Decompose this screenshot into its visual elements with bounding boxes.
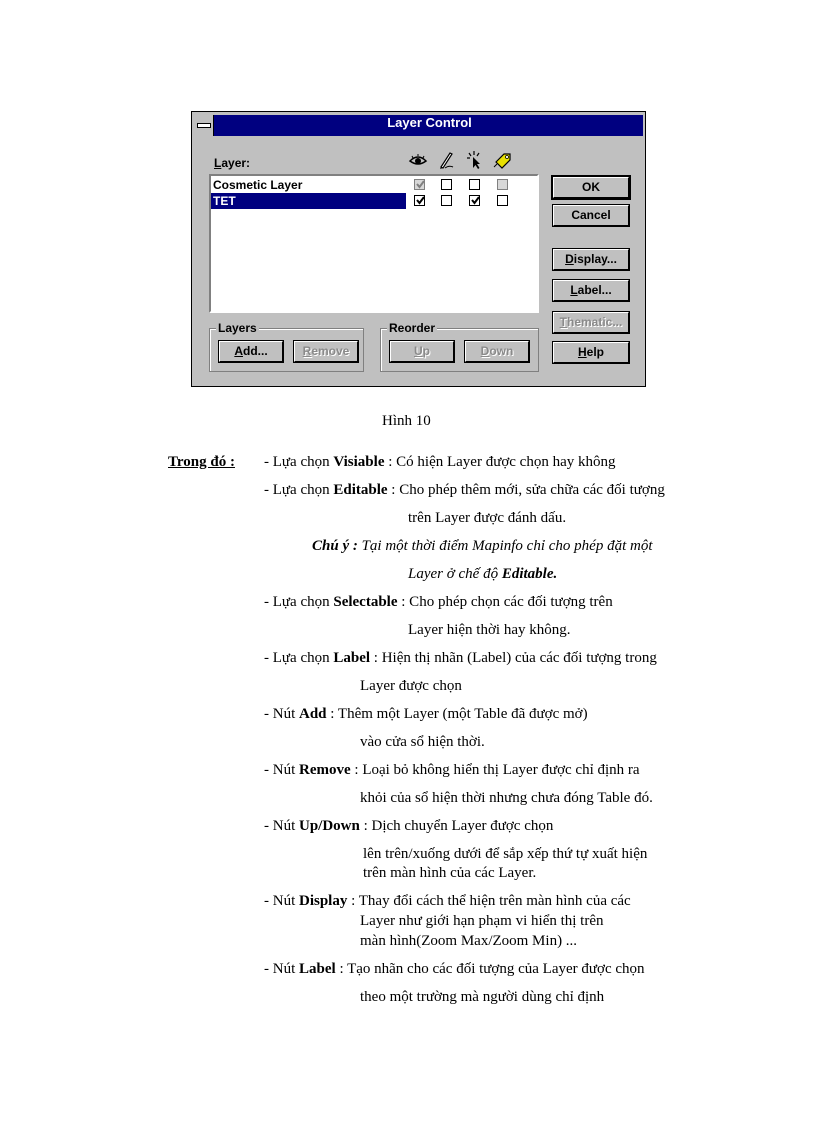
item-selectable: - Lựa chọn Selectable : Cho phép chọn các đối tượng trên: [264, 594, 613, 610]
layer-listbox[interactable]: [209, 174, 539, 313]
remove-button[interactable]: Remove: [293, 340, 359, 363]
label-tag-icon: [492, 150, 512, 170]
item-remove: - Nút Remove : Loại bỏ không hiển thị Layer được chỉ định ra: [264, 762, 640, 778]
reorder-group-label: Reorder: [389, 321, 436, 335]
layer-row-cosmetic[interactable]: Cosmetic Layer: [213, 178, 303, 192]
note-line: Chú ý : Tại một thời điểm Mapinfo chỉ cho phép đặt một: [312, 538, 653, 554]
cancel-button[interactable]: Cancel: [552, 204, 630, 227]
selectable-checkbox[interactable]: [469, 195, 480, 206]
item-updown-cont2: trên màn hình của các Layer.: [363, 865, 537, 881]
item-display: - Nút Display : Thay đổi cách thể hiện trên màn hình của các: [264, 893, 631, 909]
note-line-cont: Layer ở chế độ Editable.: [408, 566, 558, 582]
selectable-checkbox[interactable]: [469, 179, 480, 190]
visible-checkbox[interactable]: [414, 195, 425, 206]
reorder-group: [380, 321, 539, 372]
thematic-button[interactable]: Thematic...: [552, 311, 630, 334]
add-button[interactable]: Add...: [218, 340, 284, 363]
help-button[interactable]: Help: [552, 341, 630, 364]
item-selectable-cont: Layer hiện thời hay không.: [408, 622, 571, 638]
system-menu-icon[interactable]: [194, 115, 214, 136]
ok-button[interactable]: OK: [552, 176, 630, 199]
trong-do-heading: Trong đó :: [168, 454, 235, 470]
item-label-button: - Nút Label : Tạo nhãn cho các đối tượng của Layer được chọn: [264, 961, 645, 977]
label-checkbox[interactable]: [497, 179, 508, 190]
layers-group-label: Layers: [218, 321, 257, 335]
item-label-cont: Layer được chọn: [360, 678, 462, 694]
figure-caption: Hình 10: [382, 413, 431, 429]
dialog-title: Layer Control: [387, 115, 472, 130]
item-updown: - Nút Up/Down : Dịch chuyển Layer được chọn: [264, 818, 554, 834]
item-remove-cont: khỏi của sổ hiện thời nhưng chưa đóng Table đó.: [360, 790, 653, 806]
item-label: - Lựa chọn Label : Hiện thị nhãn (Label) của các đối tượng trong: [264, 650, 657, 666]
item-updown-cont1: lên trên/xuống dưới để sắp xếp thứ tự xuất hiện: [363, 846, 648, 862]
down-button[interactable]: Down: [464, 340, 530, 363]
item-visiable: - Lựa chọn Visiable : Có hiện Layer được chọn hay không: [264, 454, 616, 470]
label-checkbox[interactable]: [497, 195, 508, 206]
up-button[interactable]: Up: [389, 340, 455, 363]
item-display-cont2: màn hình(Zoom Max/Zoom Min) ...: [360, 933, 578, 949]
item-label-button-cont: theo một trường mà người dùng chỉ định: [360, 989, 605, 1005]
item-editable: - Lựa chọn Editable : Cho phép thêm mới, sửa chữa các đối tượng: [264, 482, 665, 498]
item-display-cont1: Layer như giới hạn phạm vi hiển thị trên: [360, 913, 604, 929]
layer-row-tet[interactable]: TET: [211, 193, 406, 209]
item-add-cont: vào cửa sổ hiện thời.: [360, 734, 485, 750]
column-icons: [408, 150, 518, 170]
layers-group: [209, 321, 364, 372]
layer-list-label: Layer:: [214, 156, 251, 170]
item-editable-cont: trên Layer được đánh dấu.: [408, 510, 567, 526]
label-button[interactable]: Label...: [552, 279, 630, 302]
display-button[interactable]: Display...: [552, 248, 630, 271]
eye-icon: [408, 150, 428, 170]
editable-checkbox[interactable]: [441, 195, 452, 206]
pencil-icon: [436, 150, 456, 170]
item-add: - Nút Add : Thêm một Layer (một Table đã được mở): [264, 706, 588, 722]
editable-checkbox[interactable]: [441, 179, 452, 190]
cursor-icon: [464, 150, 484, 170]
layer-control-dialog: [191, 111, 646, 387]
visible-checkbox[interactable]: [414, 179, 425, 190]
